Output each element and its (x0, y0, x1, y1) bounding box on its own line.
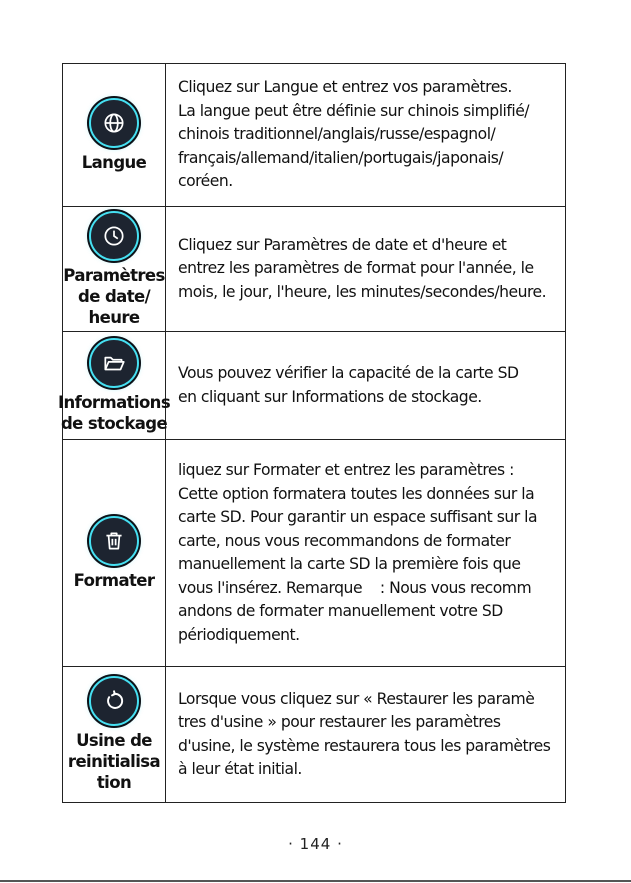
description-line: tres d'usine » pour restaurer les paramètres (178, 713, 501, 731)
description-line: Cliquez sur Langue et entrez vos paramètres. (178, 78, 512, 97)
description-line: Lorsque vous cliquez sur « Restaurer les paramè (178, 689, 535, 708)
row-label: Informations de stockage (57, 392, 171, 433)
description-line: vous l'insérez. Remarque : Nous vous recomm (178, 578, 532, 597)
table-row (63, 440, 566, 667)
row-label: Langue (81, 152, 147, 172)
description-line: liquez sur Formater et entrez les paramètres : (178, 461, 514, 479)
description-line: La langue peut être définie sur chinois simplifié/ (178, 101, 530, 120)
globe-icon (89, 98, 139, 148)
icon-cell (63, 440, 166, 667)
description-line: chinois traditionnel/anglais/russe/espagnol/ (178, 125, 496, 144)
reset-icon (89, 676, 139, 726)
description-line: carte SD. Pour garantir un espace suffisant sur la (178, 508, 538, 526)
description-line: Cliquez sur Paramètres de date et d'heure et (178, 235, 507, 254)
description-line: d'usine, le système restaurera tous les paramètres (178, 736, 551, 755)
folder-icon (89, 338, 139, 388)
description (166, 332, 566, 440)
icon-cell (63, 207, 166, 332)
description-line: carte, nous vous recommandons de formater (178, 531, 511, 550)
row-label: Usine de reinitialisa tion (67, 731, 161, 792)
trash-icon (89, 516, 139, 566)
icon-cell (57, 332, 171, 440)
description (166, 440, 566, 667)
description-line: Cette option formatera toutes les données sur la (178, 484, 535, 503)
description-line: à leur état initial. (178, 760, 302, 778)
description-line: Vous pouvez vérifier la capacité de la carte SD (178, 364, 519, 382)
description-line: andons de formater manuellement votre SD (178, 602, 503, 620)
table-row (63, 64, 566, 207)
icon-cell (63, 667, 166, 803)
settings-table (57, 63, 566, 803)
row-label: Paramètres de date/ heure (63, 265, 165, 327)
description-line: français/allemand/italien/portugais/japonais/ (178, 148, 504, 167)
description (166, 667, 566, 803)
description-line: coréen. (178, 172, 233, 191)
description-line: en cliquant sur Informations de stockage. (178, 387, 482, 406)
description-line: mois, le jour, l'heure, les minutes/secondes/heure. (178, 282, 547, 301)
clock-icon (89, 211, 139, 261)
description (166, 207, 566, 332)
description (166, 64, 566, 207)
description-line: entrez les paramètres de format pour l'année, le (178, 259, 534, 278)
icon-cell (63, 64, 166, 207)
table-row (63, 667, 566, 803)
row-label: Formater (73, 570, 155, 590)
page-number: · 144 · (288, 835, 343, 853)
description-line: manuellement la carte SD la première fois que (178, 555, 521, 573)
table-row (63, 207, 566, 332)
table-row (63, 332, 566, 440)
bottom-divider (0, 880, 631, 882)
description-line: périodiquement. (178, 625, 300, 644)
